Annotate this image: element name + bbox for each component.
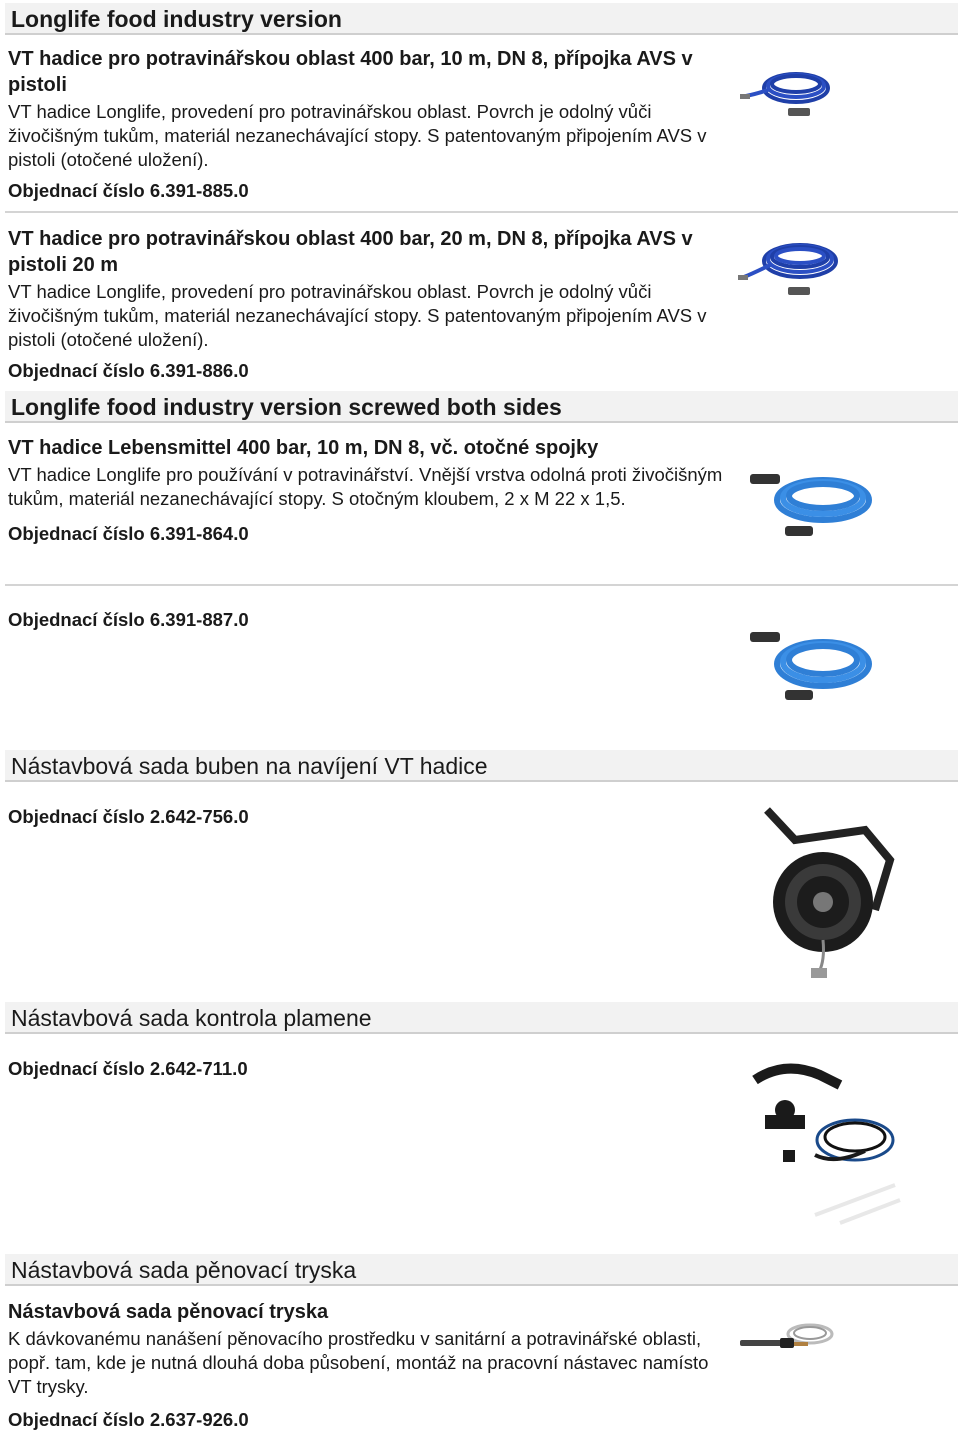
blue-hose-icon xyxy=(738,235,848,300)
product-item-6-391-864 xyxy=(8,435,733,545)
order-number: Objednací číslo 6.391-885.0 xyxy=(8,180,249,201)
section-header-longlife-food: Longlife food industry version xyxy=(5,3,958,35)
order-number: Objednací číslo 2.637-926.0 xyxy=(8,1409,249,1430)
section-header-flame-control: Nástavbová sada kontrola plamene xyxy=(5,1002,958,1034)
order-number-6-391-887: Objednací číslo 6.391-887.0 xyxy=(8,609,249,630)
blue-hose-icon xyxy=(738,60,838,120)
product-title: VT hadice Lebensmittel 400 bar, 10 m, DN 8, vč. otočné spojky xyxy=(8,437,599,459)
light-blue-hose-icon xyxy=(745,460,875,545)
product-item-2-637-926 xyxy=(8,1299,733,1431)
section-header-foam-nozzle: Nástavbová sada pěnovací tryska xyxy=(5,1254,958,1286)
product-item-6-391-885 xyxy=(8,46,733,202)
order-number: Objednací číslo 6.391-886.0 xyxy=(8,360,249,381)
order-number-2-642-756: Objednací číslo 2.642-756.0 xyxy=(8,806,249,827)
product-description: VT hadice Longlife, provedení pro potravinářskou oblast. Povrch je odolný vůči živočišným tukům, materiál nezanechávající stopy. S patentovaným připojením AVS v pistoli (otočené uložení). xyxy=(8,101,707,170)
product-title: Nástavbová sada pěnovací tryska xyxy=(8,1301,329,1323)
product-description: K dávkovanému nanášení pěnovacího prostředku v sanitární a potravinářské oblasti, popř. tam, kde je nutná dlouhá doba působení, montáž na pracovní nástavec namísto VT trysky. xyxy=(8,1328,709,1397)
section-header-longlife-screwed: Longlife food industry version screwed both sides xyxy=(5,391,958,423)
product-title: VT hadice pro potravinářskou oblast 400 bar, 20 m, DN 8, přípojka AVS v pistoli 20 m xyxy=(8,228,693,276)
product-description: VT hadice Longlife pro používání v potravinářství. Vnější vrstva odolná proti živočišným tukům, materiál nezanechávající stopy. S otočným kloubem, 2 x M 22 x 1,5. xyxy=(8,464,723,509)
product-title: VT hadice pro potravinářskou oblast 400 bar, 10 m, DN 8, přípojka AVS v pistoli xyxy=(8,48,693,96)
order-number: Objednací číslo 6.391-864.0 xyxy=(8,523,249,544)
product-description: VT hadice Longlife, provedení pro potravinářskou oblast. Povrch je odolný vůči živočišným tukům, materiál nezanechávající stopy. S patentovaným připojením AVS v pistoli (otočené uložení). xyxy=(8,281,707,350)
product-item-6-391-886 xyxy=(8,226,733,382)
order-number-2-642-711: Objednací číslo 2.642-711.0 xyxy=(8,1058,248,1079)
divider xyxy=(5,584,958,586)
section-header-hose-reel: Nástavbová sada buben na navíjení VT hadice xyxy=(5,750,958,782)
flame-control-kit-icon xyxy=(745,1055,905,1230)
hose-reel-icon xyxy=(755,800,900,985)
foam-nozzle-kit-icon xyxy=(738,1318,838,1358)
divider xyxy=(5,211,958,213)
light-blue-hose-icon xyxy=(745,622,875,707)
